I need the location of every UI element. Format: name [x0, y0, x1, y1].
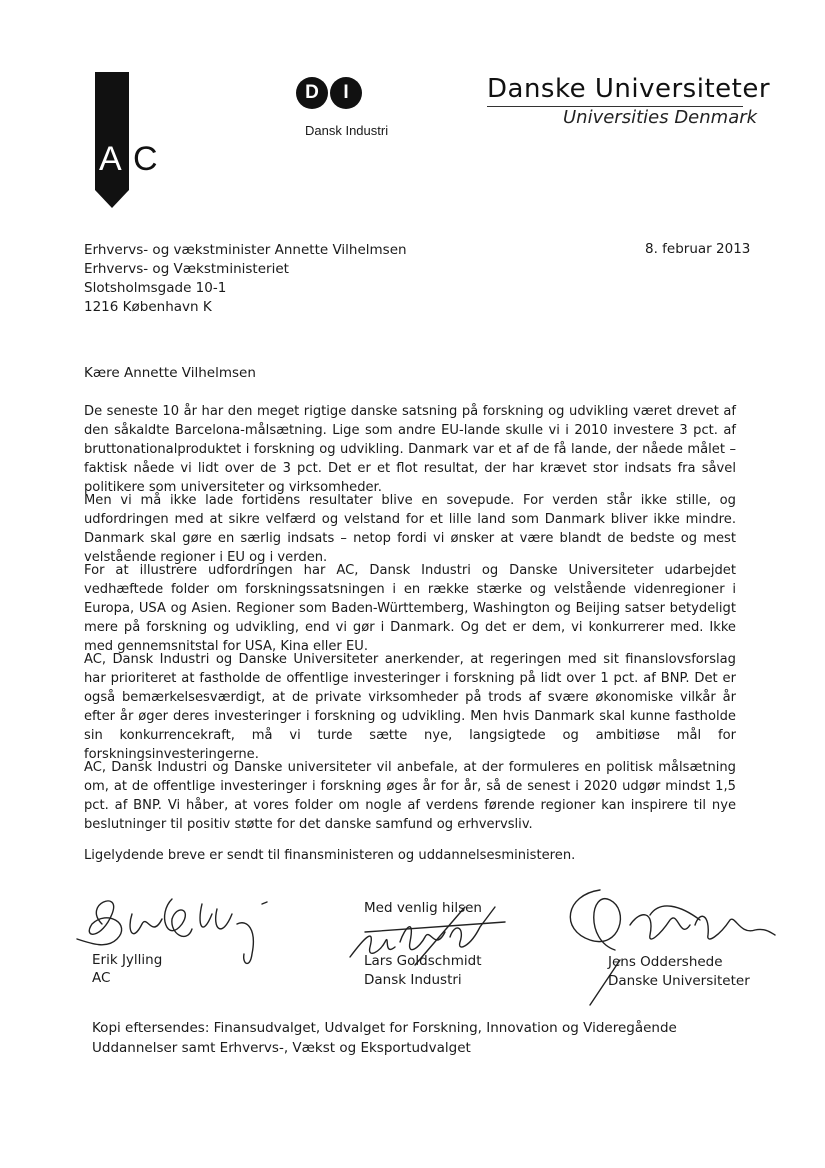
du-logo-subtitle: Universities Denmark — [563, 107, 758, 128]
salutation: Kære Annette Vilhelmsen — [84, 365, 256, 381]
di-logo — [296, 77, 376, 109]
recipient-line-3: Slotsholmsgade 10-1 — [84, 280, 227, 296]
body-paragraph-4: AC, Dansk Industri og Danske Universiteter anerkender, at regeringen med sit finanslovsforslag har prioriteret at fastholde de offentlige investeringer i forskning på lidt over 1 pct. af BNP. Det er også bemærkelsesværdigt, at de private virksomheder på trods af svære økonomiske vilkår år efter år øger deres investeringer i forskning og udvikling. Men hvis Danmark skal kunne fastholde sin konkurrencekraft, må vi turde sætte nye, langsigtede og ambitiøse mål for forskningsinvesteringerne. — [84, 652, 736, 762]
recipient-line-2: Erhvervs- og Vækstministeriet — [84, 261, 289, 277]
signatory-2-name: Lars Goldschmidt — [364, 953, 482, 969]
ac-logo — [95, 72, 165, 208]
letter-date: 8. februar 2013 — [645, 241, 751, 257]
signature-jens-oddershede — [560, 880, 780, 1010]
du-logo-title: Danske Universiteter — [487, 74, 771, 104]
signatory-2-org: Dansk Industri — [364, 972, 462, 988]
di-logo-name: Dansk Industri — [305, 123, 389, 138]
body-paragraph-5: AC, Dansk Industri og Danske universiteter vil anbefale, at der formuleres en politisk målsætning om, at de offentlige investeringer i forskning øges år for år, så de senest i 2020 udgør mindst 1,5 pct. af BNP. Vi håber, at vores folder om nogle af verdens førende regioner kan inspirere til nye beslutninger til positiv støtte for det danske samfund og erhvervsliv. — [84, 760, 736, 832]
di-logo-letter-d: D — [296, 77, 328, 109]
body-paragraph-1: De seneste 10 år har den meget rigtige danske satsning på forskning og udvikling været drevet af den såkaldte Barcelona-målsætning. Lige som andre EU-lande skulle vi i 2010 investere 3 pct. af bruttonationalproduktet i forskning og udvikling. Danmark var et af de få lande, der nåede målet – faktisk nåede vi lidt over de 3 pct. Det er et flot resultat, der har krævet stor indsats fra såvel politikere som universiteter og virksomheder. — [84, 404, 736, 495]
recipient-address — [84, 241, 407, 317]
ac-logo-letter-a: A — [99, 140, 122, 178]
ac-logo-notch — [95, 190, 129, 208]
recipient-line-1: Erhvervs- og vækstminister Annette Vilhelmsen — [84, 242, 407, 258]
closing: Med venlig hilsen — [364, 900, 482, 916]
signatory-1-name: Erik Jylling — [92, 952, 163, 968]
signatory-1-org: AC — [92, 970, 111, 986]
signatory-3-name: Jens Oddershede — [608, 954, 723, 970]
body-paragraph-3: For at illustrere udfordringen har AC, Dansk Industri og Danske Universiteter udarbejdet vedhæftede folder om forskningssatsningen i en række stærke og velstående videnregioner i Europa, USA og Asien. Regioner som Baden-Württemberg, Washington og Beijing satser betydeligt mere på forskning og udvikling, end vi gør i Danmark. Og det er dem, vi konkurrerer med. Ikke med gennemsnitstal for USA, Kina eller EU. — [84, 563, 736, 654]
ac-logo-letter-c: C — [133, 140, 158, 178]
body-paragraph-2: Men vi må ikke lade fortidens resultater blive en sovepude. For verden står ikke stille, og udfordringen med at sikre velfærd og velstand for et lille land som Danmark bliver ikke mindre. Danmark skal gøre en særlig indsats – netop fordi vi ønsker at være blandt de bedste og mest velstående regioner i EU og i verden. — [84, 493, 736, 565]
di-logo-letter-i: I — [330, 77, 362, 109]
recipient-line-4: 1216 København K — [84, 299, 212, 315]
copy-note: Kopi eftersendes: Finansudvalget, Udvalget for Forskning, Innovation og Videregående Uddannelser samt Erhvervs-, Vækst og Eksportudvalget — [92, 1020, 677, 1056]
signatory-3-org: Danske Universiteter — [608, 973, 750, 989]
body-paragraph-6: Ligelydende breve er sendt til finansministeren og uddannelsesministeren. — [84, 848, 576, 863]
